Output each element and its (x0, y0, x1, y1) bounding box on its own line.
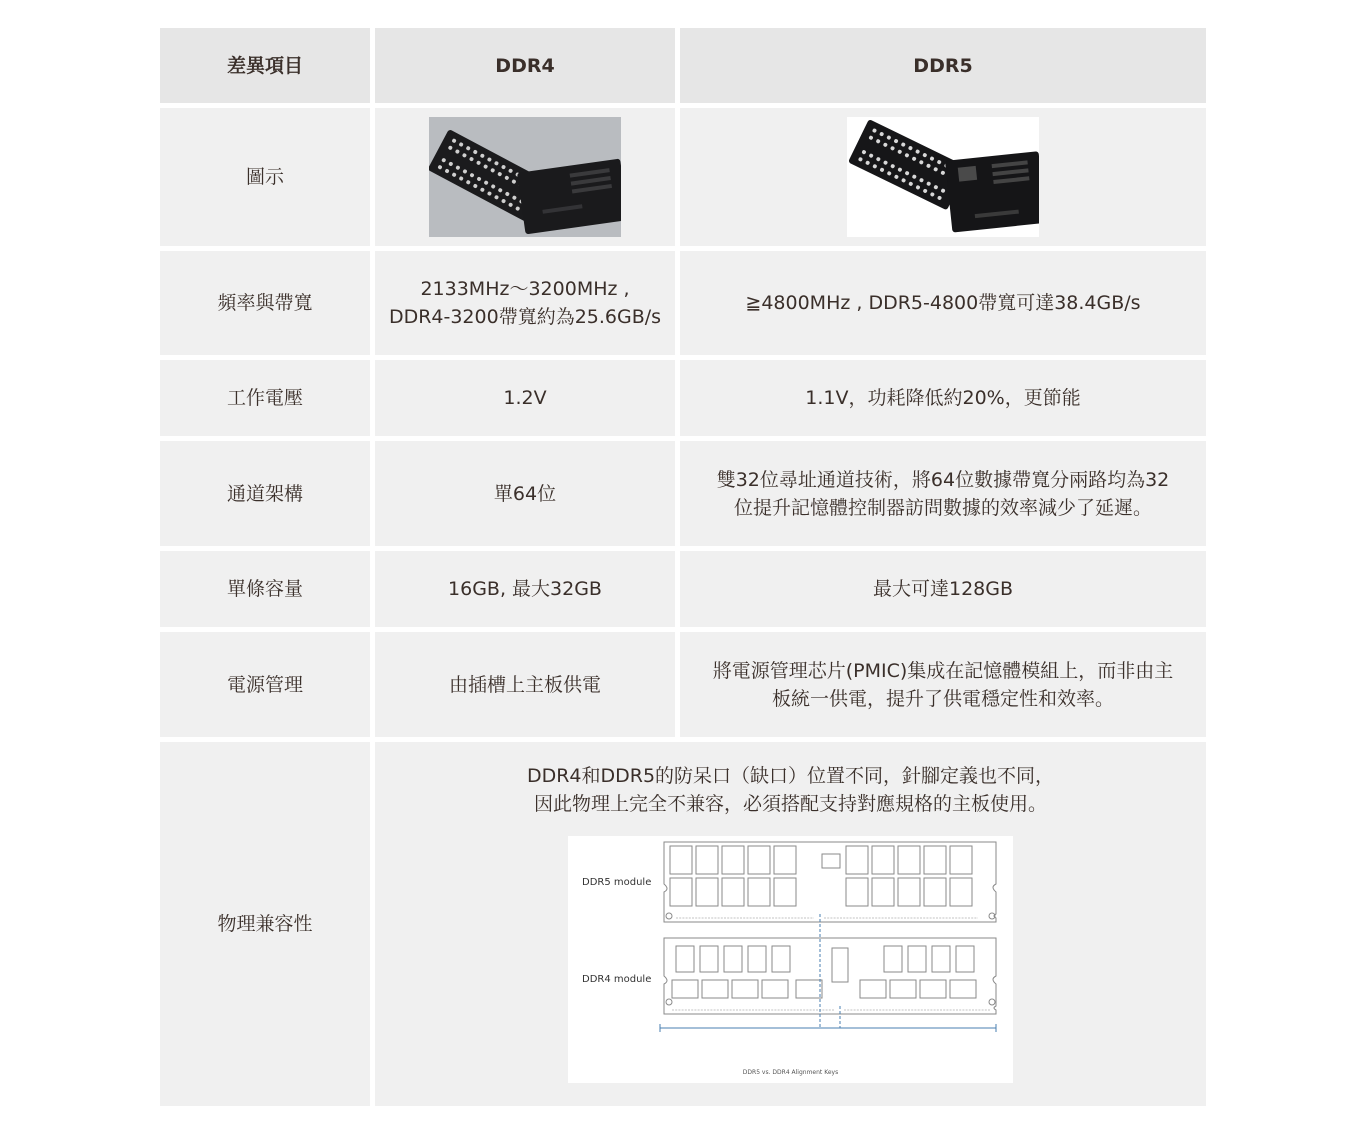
row-label-image: 圖示 (160, 108, 375, 251)
table-row (160, 360, 1206, 441)
ddr4-volt: 1.2V (375, 360, 680, 441)
ddr4-channel: 單64位 (375, 441, 680, 551)
ddr4-freq-line1: 2133MHz～3200MHz , (420, 278, 630, 300)
ddr5-power-line2: 板統一供電，提升了供電穩定性和效率。 (771, 687, 1114, 710)
ddr4-freq-line2: DDR4-3200帶寬約為25.6GB/s (388, 306, 662, 328)
row-label-capacity: 單條容量 (160, 551, 375, 632)
ddr5-channel (680, 441, 1206, 551)
header-item: 差異項目 (160, 28, 375, 108)
row-label-physical: 物理兼容性 (160, 742, 375, 1111)
table-row (160, 251, 1206, 360)
ddr5-image-cell (680, 108, 1206, 251)
ddr5-freq: ≧4800MHz , DDR5-4800帶寬可達38.4GB/s (680, 251, 1206, 360)
row-label-channel: 通道架構 (160, 441, 375, 551)
header-ddr5: DDR5 (680, 28, 1206, 108)
ddr4-freq (375, 251, 680, 360)
row-label-freq: 頻率與帶寬 (160, 251, 375, 360)
ddr4-ddr5-comparison-table (160, 28, 1206, 1111)
ddr5-chip-photo (847, 117, 1039, 237)
table-row (160, 441, 1206, 551)
comparison-table-container (160, 28, 1206, 1111)
table-row (160, 108, 1206, 251)
ddr4-power: 由插槽上主板供電 (375, 632, 680, 742)
ddr5-power-line1: 將電源管理芯片(PMIC)集成在記憶體模組上，而非由主 (712, 659, 1174, 682)
ddr5-capacity: 最大可達128GB (680, 551, 1206, 632)
ddr5-channel-line2: 位提升記憶體控制器訪問數據的效率減少了延遲。 (733, 496, 1152, 519)
alignment-key-diagram (568, 836, 1013, 1083)
ddr5-channel-line1: 雙32位尋址通道技術，將64位數據帶寬分兩路均為32 (716, 468, 1170, 491)
diagram-caption: DDR5 vs. DDR4 Alignment Keys (742, 1068, 839, 1076)
row-label-power: 電源管理 (160, 632, 375, 742)
header-ddr4: DDR4 (375, 28, 680, 108)
physical-compat-cell (375, 742, 1206, 1111)
ddr5-volt: 1.1V，功耗降低約20%，更節能 (680, 360, 1206, 441)
ddr4-capacity: 16GB, 最大32GB (375, 551, 680, 632)
table-row (160, 742, 1206, 1111)
physical-line1: DDR4和DDR5的防呆口（缺口）位置不同，針腳定義也不同， (526, 764, 1055, 787)
row-label-volt: 工作電壓 (160, 360, 375, 441)
ddr4-chip-photo (429, 117, 621, 237)
table-header-row (160, 28, 1206, 108)
ddr5-power (680, 632, 1206, 742)
physical-description (381, 762, 1200, 818)
ddr4-image-cell (375, 108, 680, 251)
ddr5-module-label: DDR5 module (582, 876, 652, 888)
table-row (160, 632, 1206, 742)
ddr4-module-label: DDR4 module (582, 973, 652, 985)
physical-line2: 因此物理上完全不兼容，必須搭配支持對應規格的主板使用。 (533, 792, 1047, 815)
table-row (160, 551, 1206, 632)
